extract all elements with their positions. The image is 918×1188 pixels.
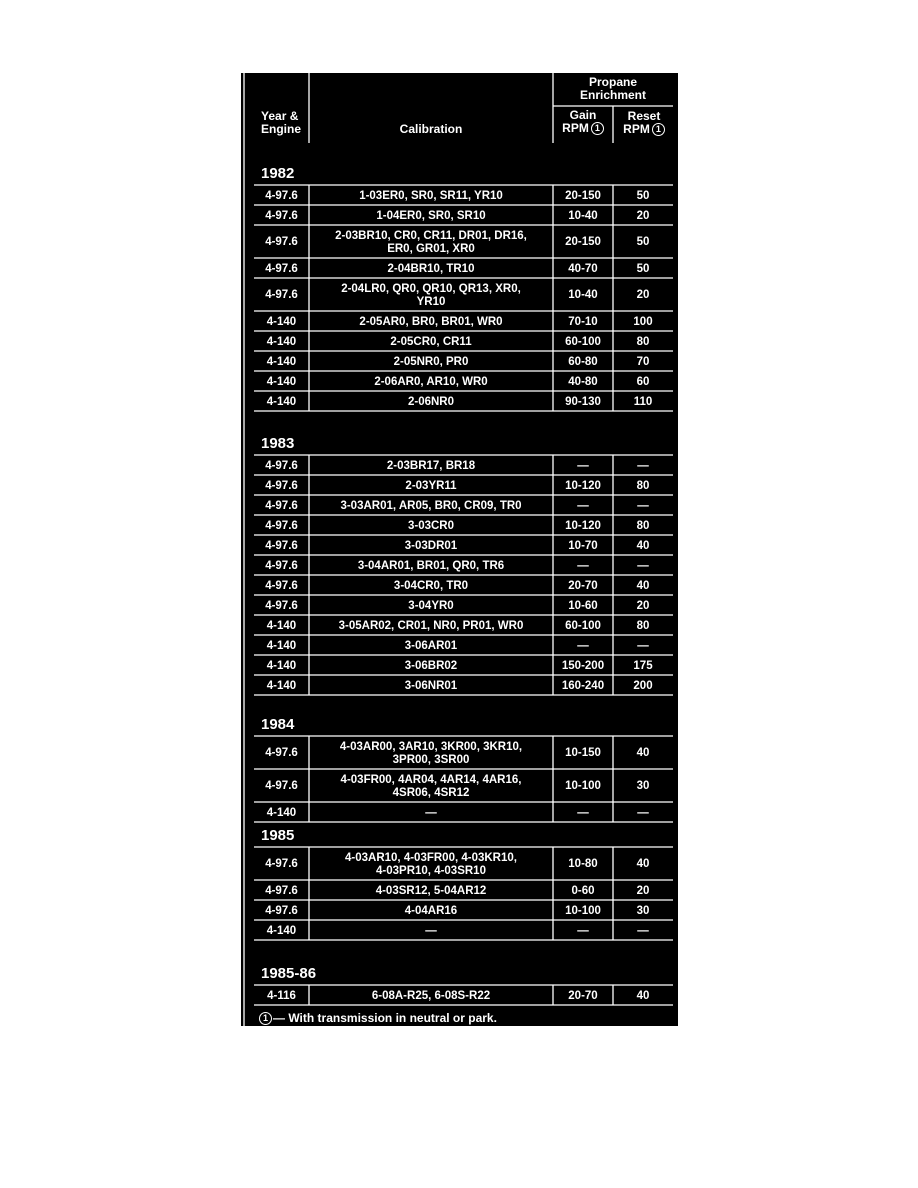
engine-cell: 4-140 [266,355,297,368]
calibration-cell: 3-04YR0 [408,599,454,612]
reset-rpm-cell: 40 [636,747,650,759]
calibration-cell: 4-03AR10, 4-03FR00, 4-03KR10, 4-03PR10, 4-03SR10 [345,851,517,877]
reset-rpm-cell: 80 [636,619,650,632]
engine-cell: 4-140 [266,679,297,692]
engine-cell: 4-97.6 [265,459,298,472]
reset-rpm-cell: 80 [636,335,650,348]
engine-cell: 4-140 [266,806,297,819]
calibration-cell: 2-05AR0, BR0, BR01, WR0 [359,315,503,328]
engine-cell: 4-140 [266,315,297,328]
gain-rpm-cell: — [577,559,589,572]
engine-cell: 4-140 [266,924,297,937]
gain-rpm-cell: — [577,499,589,512]
engine-cell: 4-140 [266,639,297,652]
calibration-cell: — [425,924,437,937]
reset-rpm-cell: 20 [636,599,650,612]
reset-rpm-cell: 30 [636,904,650,917]
reset-rpm-cell: 100 [633,315,653,328]
calibration-cell: 3-04CR0, TR0 [393,579,469,592]
gain-rpm-cell: 10-120 [565,479,601,492]
calibration-cell: 2-04LR0, QR0, QR10, QR13, XR0, YR10 [341,282,521,308]
gain-rpm-cell: — [577,924,589,937]
gain-rpm-cell: 20-150 [565,236,601,248]
gain-rpm-cell: — [577,639,589,652]
gain-rpm-cell: 10-80 [568,858,598,870]
engine-cell: 4-97.6 [265,559,298,572]
gain-rpm-cell: 10-120 [565,519,601,532]
calibration-cell: — [425,806,437,819]
reset-rpm-cell: 50 [636,189,650,202]
reset-rpm-cell: 50 [636,262,650,275]
gain-rpm-cell: 60-100 [565,619,601,632]
calibration-cell: 3-03CR0 [407,519,455,532]
reset-rpm-cell: 40 [636,989,650,1002]
gain-rpm-cell: 10-70 [568,539,598,552]
calibration-cell: 2-03YR11 [405,479,457,492]
calibration-cell: 4-04AR16 [404,904,458,917]
calibration-cell: 3-03DR01 [404,539,458,552]
gain-rpm-cell: 70-10 [568,315,598,328]
calibration-cell: 3-05AR02, CR01, NR0, PR01, WR0 [338,619,524,632]
header-reset-rpm: Reset RPM 1 [615,110,673,136]
calibration-cell: 6-08A-R25, 6-08S-R22 [371,989,491,1002]
calibration-cell: 3-06AR01 [404,639,458,652]
calibration-cell: 2-06NR0 [407,395,455,408]
calibration-cell: 2-06AR0, AR10, WR0 [374,375,488,388]
year-heading: 1984 [261,716,295,733]
gain-rpm-cell: 10-60 [568,599,598,612]
year-heading: 1982 [261,165,295,182]
gain-rpm-cell: 0-60 [571,884,595,897]
reset-rpm-cell: — [637,924,649,937]
gain-rpm-cell: 150-200 [561,659,605,672]
calibration-cell: 4-03AR00, 3AR10, 3KR00, 3KR10, 3PR00, 3SR00 [339,740,523,766]
gain-rpm-cell: 20-70 [568,579,598,592]
engine-cell: 4-140 [266,659,297,672]
gain-rpm-cell: 60-100 [565,335,601,348]
calibration-cell: 4-03FR00, 4AR04, 4AR14, 4AR16, 4SR06, 4SR12 [340,773,522,799]
gain-rpm-cell: 10-100 [565,780,601,792]
reset-rpm-cell: 50 [636,236,650,248]
engine-cell: 4-97.6 [265,747,298,759]
calibration-cell: 3-04AR01, BR01, QR0, TR6 [357,559,505,572]
gain-rpm-cell: 40-70 [568,262,598,275]
calibration-cell: 4-03SR12, 5-04AR12 [375,884,487,897]
gain-rpm-cell: 20-150 [565,189,601,202]
engine-cell: 4-97.6 [265,499,298,512]
calibration-cell: 2-05NR0, PR0 [393,355,469,368]
gain-rpm-cell: 10-150 [565,747,601,759]
engine-cell: 4-97.6 [265,209,298,222]
calibration-cell: 2-04BR10, TR10 [387,262,475,275]
header-gain-rpm: Gain RPM 1 [557,109,609,135]
engine-cell: 4-140 [266,619,297,632]
header-year-engine: Year & Engine [261,109,302,136]
calibration-cell: 3-03AR01, AR05, BR0, CR09, TR0 [340,499,522,512]
calibration-cell: 3-06NR01 [404,679,458,692]
calibration-cell: 3-06BR02 [404,659,458,672]
reset-rpm-cell: 110 [633,395,653,408]
gain-rpm-cell: 10-40 [568,209,598,222]
header-propane-enrichment: Propane Enrichment [579,75,646,102]
year-heading: 1985-86 [261,965,317,982]
calibration-cell: 2-03BR17, BR18 [386,459,476,472]
calibration-cell: 1-04ER0, SR0, SR10 [376,209,486,222]
engine-cell: 4-116 [267,989,296,1002]
gain-rpm-cell: 40-80 [568,375,598,388]
engine-cell: 4-140 [266,335,297,348]
gain-rpm-cell: 20-70 [568,989,598,1002]
engine-cell: 4-97.6 [265,780,298,792]
calibration-cell: 1-03ER0, SR0, SR11, YR10 [359,189,503,202]
engine-cell: 4-97.6 [265,262,298,275]
reset-rpm-cell: 60 [636,375,650,388]
engine-cell: 4-97.6 [265,479,298,492]
footnote: 1 — With transmission in neutral or park. [259,1011,497,1025]
engine-cell: 4-97.6 [265,189,298,202]
year-heading: 1985 [261,827,295,844]
reset-rpm-cell: — [637,639,649,652]
reset-rpm-cell: — [637,559,649,572]
reset-rpm-cell: 70 [636,355,650,368]
note-1-icon: 1 [652,123,665,136]
calibration-cell: 2-03BR10, CR0, CR11, DR01, DR16, ER0, GR01, XR0 [335,229,527,255]
engine-cell: 4-97.6 [265,519,298,532]
gain-rpm-cell: — [577,806,589,819]
gain-rpm-cell: 10-40 [568,289,598,301]
specifications-table [241,73,678,1026]
gain-rpm-cell: 90-130 [565,395,601,408]
engine-cell: 4-97.6 [265,904,298,917]
gain-rpm-cell: 10-100 [565,904,601,917]
engine-cell: 4-97.6 [265,599,298,612]
gain-rpm-cell: 160-240 [561,679,605,692]
engine-cell: 4-140 [266,375,297,388]
reset-rpm-cell: 80 [636,519,650,532]
reset-rpm-cell: 30 [636,780,650,792]
note-1-icon: 1 [591,122,604,135]
reset-rpm-cell: — [637,459,649,472]
gain-rpm-cell: 60-80 [568,355,598,368]
reset-rpm-cell: — [637,806,649,819]
engine-cell: 4-97.6 [265,858,298,870]
header-calibration: Calibration [399,122,463,136]
year-heading: 1983 [261,435,295,452]
engine-cell: 4-97.6 [265,289,298,301]
reset-rpm-cell: 20 [636,884,650,897]
reset-rpm-cell: 40 [636,539,650,552]
reset-rpm-cell: 40 [636,858,650,870]
reset-rpm-cell: 20 [636,289,650,301]
gain-rpm-cell: — [577,459,589,472]
engine-cell: 4-97.6 [265,236,298,248]
note-1-icon: 1 [259,1012,272,1025]
engine-cell: 4-140 [266,395,297,408]
calibration-cell: 2-05CR0, CR11 [390,335,472,348]
reset-rpm-cell: 80 [636,479,650,492]
reset-rpm-cell: 175 [633,659,653,672]
engine-cell: 4-97.6 [265,539,298,552]
reset-rpm-cell: 40 [636,579,650,592]
reset-rpm-cell: 200 [633,679,653,692]
engine-cell: 4-97.6 [265,884,298,897]
engine-cell: 4-97.6 [265,579,298,592]
reset-rpm-cell: 20 [636,209,650,222]
reset-rpm-cell: — [637,499,649,512]
